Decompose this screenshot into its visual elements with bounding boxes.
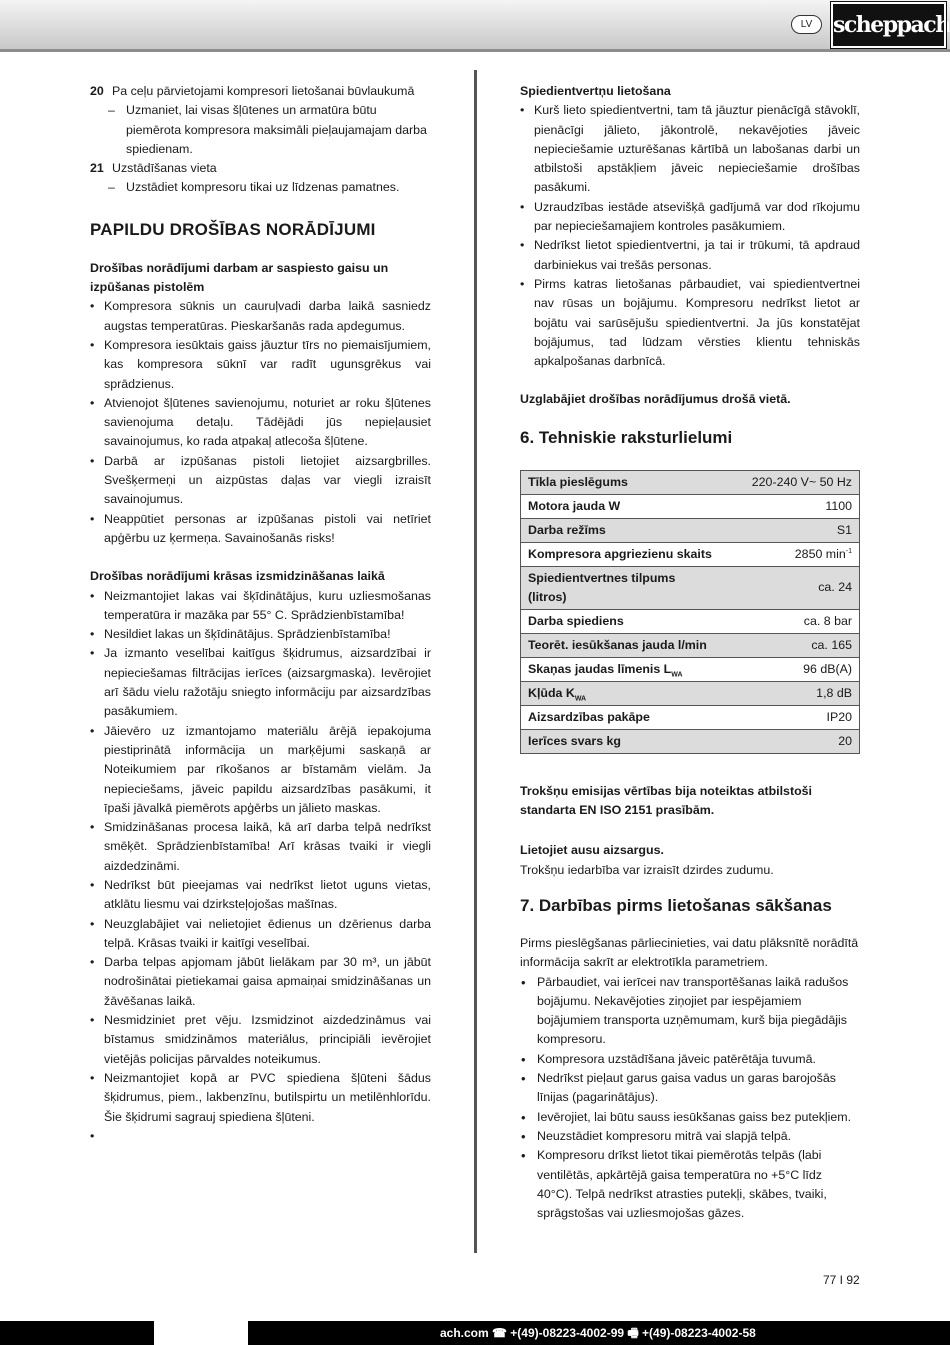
sub-item-text: Uzmaniet, lai visas šļūtenes un armatūra būtu piemērota kompresora maksimāli pieļaujamajam darba spiedienam. xyxy=(126,103,427,156)
list-item: • Darbā ar izpūšanas pistoli lietojiet aizsargbrilles. Svešķermeņi un aizpūstas daļas var viegli izraisīt savainojumus. xyxy=(90,452,431,510)
sub-item xyxy=(90,178,431,197)
section-heading-technical-data: 6. Tehniskie raksturlielumi xyxy=(520,427,733,447)
spec-label: Darba režīms xyxy=(521,518,724,542)
list-item-empty xyxy=(90,1127,431,1146)
footer-contact: ach.com ☎ +(49)-08223-4002-99 🖷 +(49)-08223-4002-58 xyxy=(440,1326,756,1340)
list-item: • Neappūtiet personas ar izpūšanas pistoli vai netīriet apģērbu uz ķermeņa. Savainošanās risks! xyxy=(90,510,431,549)
column-divider xyxy=(474,70,477,1253)
page-header xyxy=(0,0,950,52)
subheading-paint-spraying: Drošības norādījumi krāsas izsmidzināšanas laikā xyxy=(90,569,385,584)
list-item: • Neizmantojiet lakas vai šķīdinātājus, kuru uzliesmošanas temperatūra ir mazāka par 55° C. Sprādzienbīstamība! xyxy=(90,587,431,626)
list-item: • Pārbaudiet, vai ierīcei nav transportēšanas laikā radušos bojājumu. Nekavējoties ziņojiet par iespējamiem bojājumiem transporta uzņēmumam, kurš bija piegādājis kompresoru. xyxy=(520,973,860,1050)
list-item: • Neizmantojiet kopā ar PVC spiediena šļūteni šādus šķidrumus, piem., lakbenzīnu, butilspirtu un metilēnhlorīdu. Šie šķidrumi sagrauj spiediena šļūteni. xyxy=(90,1069,431,1127)
left-column xyxy=(90,82,431,1146)
page-footer xyxy=(0,1321,950,1345)
item-text: Pa ceļu pārvietojami kompresori lietošanai būvlaukumā xyxy=(112,84,415,98)
keep-instructions-note: Uzglabājiet drošības norādījumus drošā vietā. xyxy=(520,392,791,407)
spec-value: S1 xyxy=(724,518,860,542)
paint-spraying-list xyxy=(90,587,431,1146)
noise-emission-note: Trokšņu emisijas vērtības bija noteiktas atbilstoši standarta EN ISO 2151 prasībām. xyxy=(520,783,812,818)
section-heading-before-use: 7. Darbības pirms lietošanas sākšanas xyxy=(520,895,832,915)
list-item: • Nesmidziniet pret vēju. Izsmidzinot aizdedzināmus vai bīstamus smidzināmos materiālus, principiāli ievērojiet vietējās policijas pārvaldes noteikumus. xyxy=(90,1011,431,1069)
spec-value: ca. 8 bar xyxy=(724,609,860,633)
spec-label xyxy=(521,657,724,681)
ear-protection-text: Trokšņu iedarbība var izraisīt dzirdes zudumu. xyxy=(520,862,774,877)
footer-white-block xyxy=(154,1321,248,1345)
list-item: • Atvienojot šļūtenes savienojumu, noturiet ar roku šļūtenes savienojuma detaļu. Tādējādi jūs nepieļausiet savainojumus, ko rada atpakaļ atlecoša šļūtene. xyxy=(90,394,431,452)
table-row xyxy=(521,657,860,681)
subheading-compressed-air: Drošības norādījumi darbam ar saspiesto gaisu un izpūšanas pistolēm xyxy=(90,260,389,295)
table-row xyxy=(521,566,860,609)
spec-label: Teorēt. iesūkšanas jauda l/min xyxy=(521,633,724,657)
ear-protection-heading: Lietojiet ausu aizsargus. xyxy=(520,843,664,858)
spec-value: 96 dB(A) xyxy=(724,657,860,681)
table-row xyxy=(521,470,860,494)
list-item: • Ievērojiet, lai būtu sauss iesūkšanas gaiss bez putekļiem. xyxy=(520,1108,860,1127)
table-row xyxy=(521,518,860,542)
item-number: 21 xyxy=(90,161,104,176)
spec-value xyxy=(724,542,860,566)
list-item: • Darba telpas apjomam jābūt lielākam par 30 m³, un jābūt nodrošinātai pietiekamai gaisa apmaiņai smidzināšanas un žāvēšanas laikā. xyxy=(90,953,431,1011)
list-item: • Kompresora uzstādīšana jāveic patērētāja tuvumā. xyxy=(520,1050,860,1069)
list-item: • Kompresora sūknis un cauruļvadi darba laikā sasniedz augstas temperatūras. Pieskaršanās rada apdegumus. xyxy=(90,297,431,336)
list-item: • Nedrīkst būt pieejamas vai nedrīkst lietot uguns vietas, atklātu liesmu vai dzirksteļojošas mašīnas. xyxy=(90,876,431,915)
spec-value: 20 xyxy=(724,729,860,753)
table-row xyxy=(521,705,860,729)
list-item: • Pirms katras lietošanas pārbaudiet, vai spiedientvertnei nav rūsas un bojājumu. Kompresoru nedrīkst lietot ar bojātu vai sarūsējušu spiedientvertni. Ja jūs konstatējat bojājumus, tad lūdzam vērsties klientu tehniskās apkalpošanas darbnīcā. xyxy=(520,275,860,371)
pressure-vessel-list xyxy=(520,101,860,371)
dash-marker: – xyxy=(108,180,115,195)
item-text: Uzstādīšanas vieta xyxy=(112,161,217,176)
table-row xyxy=(521,494,860,518)
list-item: • Kompresora iesūktais gaiss jāuztur tīrs no piemaisījumiem, kas kompresora sūknī var radīt ugunsgrēkus vai sprādzienus. xyxy=(90,336,431,394)
before-use-intro: Pirms pieslēgšanas pārliecinieties, vai datu plāksnītē norādītā informācija sakrīt ar elektrotīkla parametriem. xyxy=(520,935,859,970)
table-row xyxy=(521,681,860,705)
list-item: • Kompresoru drīkst lietot tikai piemērotās telpās (labi ventilētās, apkārtējā gaisa temperatūra no +5°C līdz 40°C). Telpā nedrīkst atrasties putekļi, skābes, tvaiki, sprāgstošas vai uzliesmojošas gāzes. xyxy=(520,1146,860,1223)
compressed-air-list xyxy=(90,297,431,548)
language-badge: LV xyxy=(791,15,822,34)
table-row xyxy=(521,729,860,753)
spec-label: Tīkla pieslēgums xyxy=(521,470,724,494)
dash-marker: – xyxy=(108,103,115,118)
spec-value: 220-240 V~ 50 Hz xyxy=(724,470,860,494)
list-item: • Nesildiet lakas un šķīdinātājus. Sprādzienbīstamība! xyxy=(90,625,431,644)
before-use-list xyxy=(520,973,860,1224)
list-item: • Kurš lieto spiedientvertni, tam tā jāuztur pienācīgā stāvoklī, pienācīgi jālieto, jākontrolē, nekavējoties jāveic nepieciešamie uzturēšanas kārtībā un labošanas darbi un atbilstoši apstākļiem jāveic nepieciešamie drošības pasākumi. xyxy=(520,101,860,197)
item-number: 20 xyxy=(90,84,104,98)
list-item: • Nedrīkst lietot spiedientvertni, ja tai ir trūkumi, tā apdraud darbiniekus vai trešās personas. xyxy=(520,236,860,275)
spec-label-subscript: WA xyxy=(671,671,683,679)
spec-value: 1100 xyxy=(724,494,860,518)
list-item: • Uzraudzības iestāde atsevišķā gadījumā var dod rīkojumu par nepieciešamajiem kontroles pasākumiem. xyxy=(520,198,860,237)
spec-label xyxy=(521,681,724,705)
table-row xyxy=(521,633,860,657)
spec-value: ca. 165 xyxy=(724,633,860,657)
spec-label: Motora jauda W xyxy=(521,494,724,518)
scheppach-logo: scheppach xyxy=(831,2,946,48)
spec-label-main: Kļūda K xyxy=(528,685,575,700)
spec-label-main: Skaņas jaudas līmenis L xyxy=(528,661,672,676)
list-item-21 xyxy=(90,159,431,178)
sub-item-text: Uzstādiet kompresoru tikai uz līdzenas pamatnes. xyxy=(126,180,400,195)
spec-value: ca. 24 xyxy=(724,566,860,609)
list-item: • Nedrīkst pieļaut garus gaisa vadus un garas barojošās līnijas (pagarinātājus). xyxy=(520,1069,860,1108)
technical-data-table xyxy=(520,470,860,754)
list-item: • Jāievēro uz izmantojamo materiālu ārējā iepakojuma piestiprinātā informācija un marķējumi saskaņā ar Noteikumiem par rīkošanos ar bīstamām vielām. Ja nepieciešams, jāveic papildu aizsardzības pasākumi, it īpaši jāvalkā piemērots apģērbs un jālieto maskas. xyxy=(90,722,431,818)
table-row xyxy=(521,609,860,633)
table-row xyxy=(521,542,860,566)
spec-label: Kompresora apgriezienu skaits xyxy=(521,542,724,566)
right-column xyxy=(520,82,860,1223)
page-number: 77 I 92 xyxy=(823,1273,860,1287)
spec-value-main: 2850 min xyxy=(794,546,846,561)
list-item: • Smidzināšanas procesa laikā, kā arī darba telpā nedrīkst smēķēt. Sprādzienbīstamība! Arī krāsas tvaiki ir viegli aizdedzināmi. xyxy=(90,818,431,876)
spec-label-subscript: WA xyxy=(574,695,587,703)
list-item: • Neuzglabājiet vai nelietojiet ēdienus un dzērienus darba telpā. Krāsas tvaiki ir kaitīgi veselībai. xyxy=(90,915,431,954)
list-item: • Neuzstādiet kompresoru mitrā vai slapjā telpā. xyxy=(520,1127,860,1146)
sub-item xyxy=(90,101,431,159)
spec-label: Spiedientvertnes tilpums (litros) xyxy=(521,566,724,609)
section-heading-additional-safety: PAPILDU DROŠĪBAS NORĀDĪJUMI xyxy=(90,219,376,239)
list-item-20 xyxy=(90,82,431,101)
subheading-pressure-vessels: Spiedientvertņu lietošana xyxy=(520,84,671,98)
list-item: • Ja izmanto veselībai kaitīgus šķidrumus, aizsardzībai ir nepieciešamas filtrācijas ierīces (aizsargmaska). Ievērojiet arī šādu vielu ražotāju sniegto informāciju par aizsardzības pasākumiem. xyxy=(90,644,431,721)
spec-value: 1,8 dB xyxy=(724,681,860,705)
spec-label: Darba spiediens xyxy=(521,609,724,633)
spec-value: IP20 xyxy=(724,705,860,729)
spec-label: Ierīces svars kg xyxy=(521,729,724,753)
spec-value-exponent: -1 xyxy=(845,547,852,555)
spec-label: Aizsardzības pakāpe xyxy=(521,705,724,729)
